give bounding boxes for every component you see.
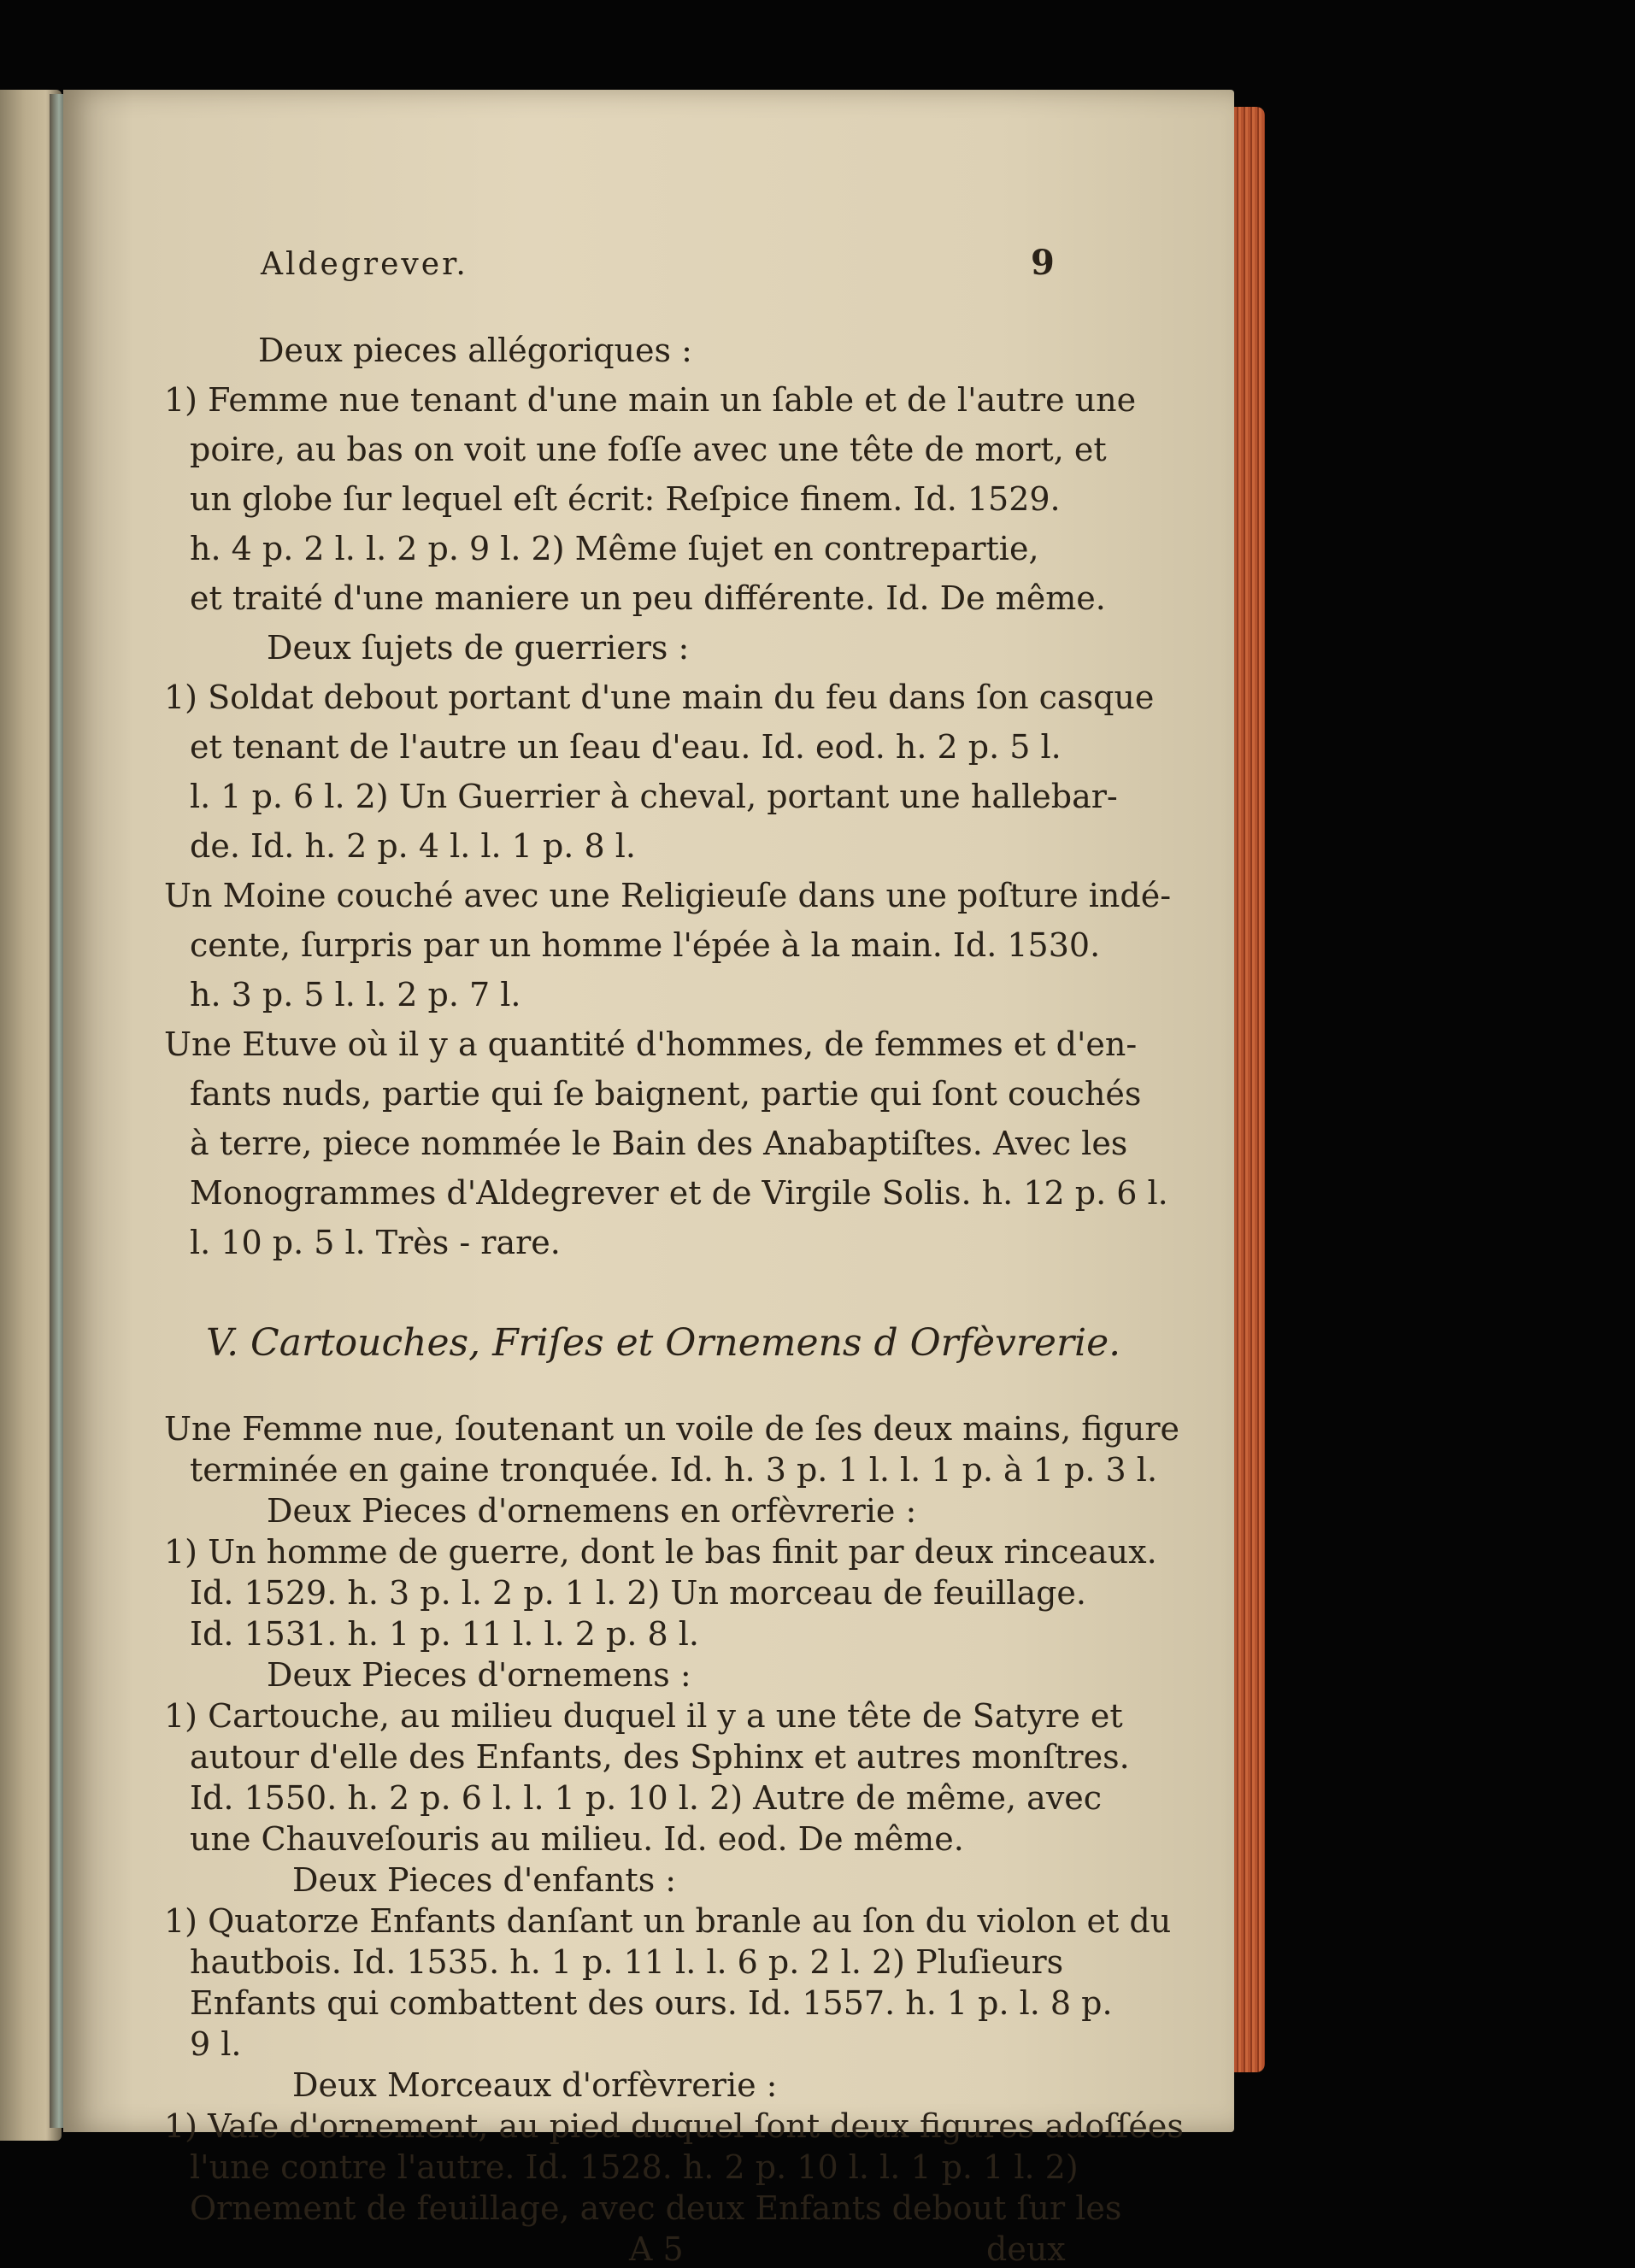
text-line: poire, au bas on voit une foſſe avec une tête de mort, et [190, 431, 1107, 468]
text-line: 1) Cartouche, au milieu duquel il y a une tête de Satyre et [164, 1697, 1123, 1735]
text-line: 1) Femme nue tenant d'une main un ſable et de l'autre une [164, 381, 1137, 419]
text-line: h. 4 p. 2 l. l. 2 p. 9 l. 2) Même ſujet en contrepartie, [190, 530, 1039, 567]
text-line: Deux Pieces d'enfants : [292, 1861, 677, 1899]
text-line: et tenant de l'autre un ſeau d'eau. Id. eod. h. 2 p. 5 l. [190, 728, 1062, 766]
text-line: terminée en gaine tronquée. Id. h. 3 p. 1 l. l. 1 p. à 1 p. 3 l. [190, 1451, 1158, 1489]
text-line: l'une contre l'autre. Id. 1528. h. 2 p. 10 l. l. 1 p. 1 l. 2) [190, 2148, 1079, 2186]
text-line: Id. 1550. h. 2 p. 6 l. l. 1 p. 10 l. 2) Autre de même, avec [190, 1779, 1103, 1817]
text-line: Un Moine couché avec une Religieuſe dans une poſture indé- [164, 877, 1172, 914]
section-heading: V. Cartouches, Friſes et Ornemens d Orfèvrerie. [206, 1321, 1121, 1365]
text-line: 1) Soldat debout portant d'une main du feu dans ſon casque [164, 679, 1155, 716]
signature-mark: A 5 [629, 2230, 684, 2268]
text-line: à terre, piece nommée le Bain des Anabaptiſtes. Avec les [190, 1125, 1128, 1162]
page-edge-red [1234, 107, 1265, 2072]
text-line: Ornement de feuillage, avec deux Enfants debout ſur les [190, 2189, 1122, 2227]
text-line: Une Etuve où il y a quantité d'hommes, de femmes et d'en- [164, 1025, 1138, 1063]
text-line: autour d'elle des Enfants, des Sphinx et autres monſtres. [190, 1738, 1130, 1776]
text-line: fants nuds, partie qui ſe baignent, partie qui ſont couchés [190, 1075, 1142, 1113]
text-line: Deux ſujets de guerriers : [267, 629, 690, 667]
text-line: hautbois. Id. 1535. h. 1 p. 11 l. l. 6 p. 2 l. 2) Pluſieurs [190, 1943, 1064, 1981]
text-line: Deux Morceaux d'orfèvrerie : [292, 2066, 778, 2104]
text-line: cente, ſurpris par un homme l'épée à la main. Id. 1530. [190, 926, 1101, 964]
catchword: deux [986, 2230, 1066, 2268]
running-title: Aldegrever. [261, 247, 468, 282]
text-line: une Chauveſouris au milieu. Id. eod. De même. [190, 1820, 964, 1858]
text-line: et traité d'une maniere un peu différente. Id. De même. [190, 579, 1106, 617]
text-line: Enfants qui combattent des ours. Id. 1557. h. 1 p. l. 8 p. [190, 1984, 1113, 2022]
text-line: Id. 1529. h. 3 p. l. 2 p. 1 l. 2) Un morceau de feuillage. [190, 1574, 1086, 1612]
page-text [63, 90, 1234, 2268]
text-line: Deux Pieces d'ornemens : [267, 1656, 691, 1694]
text-line: 1) Vaſe d'ornement, au pied duquel ſont deux figures adoſſées [164, 2107, 1184, 2145]
text-line: Deux Pieces d'ornemens en orfèvrerie : [267, 1492, 917, 1530]
page-number: 9 [1031, 243, 1055, 283]
text-line: l. 1 p. 6 l. 2) Un Guerrier à cheval, portant une hallebar- [190, 778, 1118, 815]
text-line: Monogrammes d'Aldegrever et de Virgile Solis. h. 12 p. 6 l. [190, 1174, 1168, 1212]
text-line: un globe ſur lequel eſt écrit: Reſpice finem. Id. 1529. [190, 480, 1061, 518]
text-line: de. Id. h. 2 p. 4 l. l. 1 p. 8 l. [190, 827, 636, 865]
text-line: l. 10 p. 5 l. Très - rare. [190, 1224, 561, 1261]
text-line: 1) Quatorze Enfants danſant un branle au ſon du violon et du [164, 1902, 1172, 1940]
text-line: Deux pieces allégoriques : [258, 332, 692, 369]
text-line: 1) Un homme de guerre, dont le bas finit par deux rinceaux. [164, 1533, 1157, 1571]
text-line: Id. 1531. h. 1 p. 11 l. l. 2 p. 8 l. [190, 1615, 700, 1653]
text-line: h. 3 p. 5 l. l. 2 p. 7 l. [190, 976, 521, 1014]
text-line: Une Femme nue, ſoutenant un voile de ſes deux mains, figure [164, 1410, 1180, 1448]
text-line: 9 l. [190, 2025, 242, 2063]
book-page [63, 90, 1234, 2268]
